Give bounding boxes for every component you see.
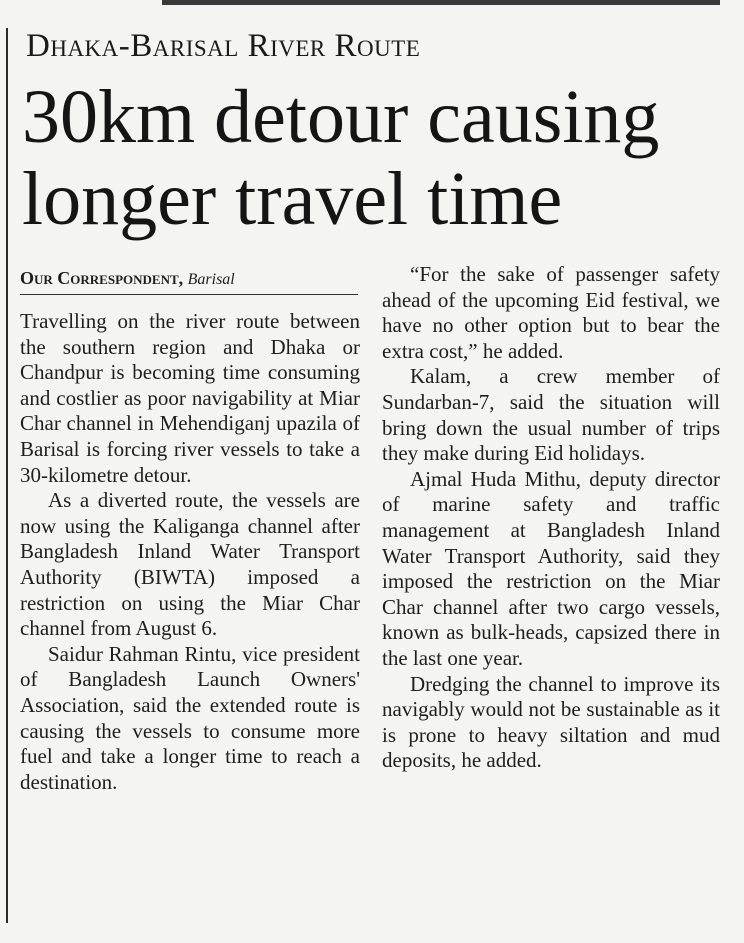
headline: 30km detour causing longer travel time (22, 75, 660, 241)
byline (20, 268, 235, 290)
article-column-right (382, 262, 720, 774)
paragraph: Travelling on the river route between the southern region and Dhaka or Chandpur is becoming time consuming and costlier as poor navigability at Miar Char channel in Mehendiganj upazila of Barisal is forcing river vessels to take a 30-kilometre detour. (20, 309, 360, 487)
kicker: Dhaka-Barisal River Route (26, 28, 421, 64)
top-rule (162, 0, 720, 5)
byline-name: Our Correspondent, (20, 268, 184, 288)
paragraph: Saidur Rahman Rintu, vice president of Bangladesh Launch Owners' Association, said the extended route is causing the vessels to consume more fuel and take a longer time to reach a destination. (20, 641, 360, 794)
paragraph: Ajmal Huda Mithu, deputy director of marine safety and traffic management at Bangladesh Inland Water Transport Authority, said they imposed the restriction on the Miar Char channel after two cargo vessels, known as bulk-heads, capsized there in the last one year. (382, 466, 720, 670)
left-column-rule (6, 28, 8, 923)
paragraph: As a diverted route, the vessels are now using the Kaliganga channel after Bangladesh Inland Water Transport Authority (BIWTA) imposed a restriction on using the Miar Char channel from August 6. (20, 488, 360, 641)
article-column-left (20, 309, 360, 795)
byline-place: Barisal (187, 271, 235, 288)
paragraph: Kalam, a crew member of Sundarban-7, said the situation will bring down the usual number of trips they make during Eid holidays. (382, 364, 720, 466)
byline-rule (20, 294, 358, 295)
paragraph: Dredging the channel to improve its navigably would not be sustainable as it is prone to heavy siltation and mud deposits, he added. (382, 671, 720, 773)
paragraph: “For the sake of passenger safety ahead of the upcoming Eid festival, we have no other option but to bear the extra cost,” he added. (382, 262, 720, 363)
